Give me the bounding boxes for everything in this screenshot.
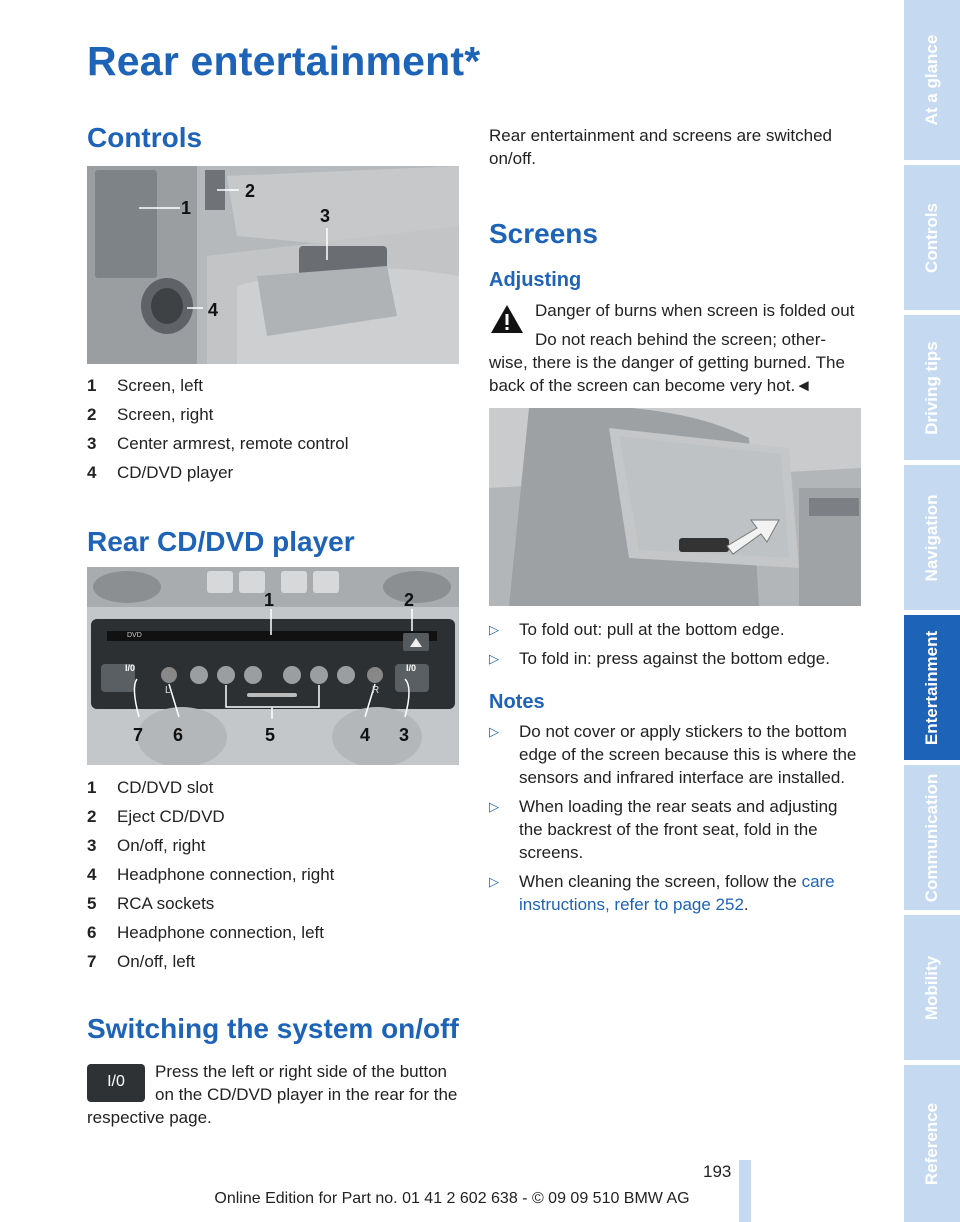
list-item xyxy=(87,831,457,860)
item-text: Screen, right xyxy=(117,405,214,424)
tab-label: At a glance xyxy=(922,34,941,126)
item-text: To fold out: pull at the bottom edge. xyxy=(519,620,785,639)
jack-right-label: R xyxy=(372,685,380,696)
item-number: 6 xyxy=(87,923,97,942)
figure-label: 4 xyxy=(208,300,219,320)
list-item xyxy=(87,773,457,802)
tab-label: Communication xyxy=(922,773,941,902)
switching-line1: Press the left or right side of the button xyxy=(155,1062,447,1081)
fold-list xyxy=(489,618,861,670)
item-number: 3 xyxy=(87,434,97,453)
notes-list xyxy=(489,720,861,916)
tab-controls[interactable] xyxy=(904,165,960,310)
list-item xyxy=(489,795,861,864)
item-text: CD/DVD slot xyxy=(117,778,214,797)
figure-label: 2 xyxy=(404,590,415,610)
item-number: 7 xyxy=(87,952,97,971)
item-number: 3 xyxy=(87,836,97,855)
figure-label: 3 xyxy=(320,206,331,226)
tab-communication[interactable] xyxy=(904,765,960,910)
warning-line4: back of the screen can become very hot.◄ xyxy=(489,376,812,395)
bullet-triangle-icon: ▷ xyxy=(489,874,499,889)
tab-label: Navigation xyxy=(922,494,941,581)
list-item xyxy=(87,429,457,458)
onoff-button-graphic xyxy=(87,1064,145,1102)
list-item xyxy=(87,947,457,976)
item-text-prefix: When cleaning the screen, follow the xyxy=(519,872,802,891)
list-item xyxy=(87,889,457,918)
io-left-label: I/0 xyxy=(125,663,136,673)
item-number: 5 xyxy=(87,894,97,913)
item-number: 1 xyxy=(87,376,97,395)
item-text: Center armrest, remote control xyxy=(117,434,349,453)
list-item xyxy=(87,860,457,889)
onoff-button-label: I/0 xyxy=(107,1073,125,1090)
rear-seat-photo xyxy=(87,166,459,364)
item-text: Headphone connection, left xyxy=(117,923,324,942)
bullet-triangle-icon: ▷ xyxy=(489,651,499,666)
item-number: 2 xyxy=(87,405,97,424)
screen-fold-photo xyxy=(489,408,861,606)
tab-driving-tips[interactable] xyxy=(904,315,960,460)
warning-icon xyxy=(489,302,525,336)
notes-heading: Notes xyxy=(489,691,545,713)
list-item xyxy=(489,618,861,641)
tab-at-a-glance[interactable] xyxy=(904,0,960,160)
tab-label: Entertainment xyxy=(922,630,941,745)
tab-label: Driving tips xyxy=(922,340,941,435)
bullet-triangle-icon: ▷ xyxy=(489,724,499,739)
switching-continued: Rear entertainment and screens are switched on/off. xyxy=(489,126,833,168)
list-item xyxy=(489,647,861,670)
item-number: 1 xyxy=(87,778,97,797)
item-text: CD/DVD player xyxy=(117,463,234,482)
warning-title: Danger of burns when screen is folded out xyxy=(535,301,855,320)
figure-label: 3 xyxy=(399,725,410,745)
list-item xyxy=(87,458,457,487)
list-item xyxy=(489,870,861,916)
tab-label: Mobility xyxy=(922,955,941,1020)
item-text: On/off, right xyxy=(117,836,206,855)
bullet-triangle-icon: ▷ xyxy=(489,622,499,637)
dvd-logo: DVD xyxy=(127,632,142,639)
item-number: 2 xyxy=(87,807,97,826)
item-text: Eject CD/DVD xyxy=(117,807,225,826)
care-instructions-link[interactable]: care instructions, refer to page 252 xyxy=(519,872,835,914)
screens-heading: Screens xyxy=(489,218,598,249)
figure-label: 4 xyxy=(360,725,371,745)
item-text: On/off, left xyxy=(117,952,196,971)
item-number: 4 xyxy=(87,865,97,884)
tab-label: Controls xyxy=(922,202,941,273)
player-list xyxy=(87,773,457,976)
dvd-player-photo xyxy=(87,567,459,765)
item-text: To fold in: press against the bottom edge. xyxy=(519,649,830,668)
chapter-sidebar xyxy=(904,0,960,1222)
list-item xyxy=(87,400,457,429)
list-item xyxy=(489,720,861,789)
switching-heading: Switching the system on/off xyxy=(87,1013,459,1044)
figure-label: 6 xyxy=(173,725,184,745)
page-number: 193 xyxy=(703,1162,732,1181)
controls-list xyxy=(87,371,457,487)
tab-label: Reference xyxy=(922,1102,941,1185)
item-text: Screen, left xyxy=(117,376,203,395)
tab-navigation[interactable] xyxy=(904,465,960,610)
controls-heading: Controls xyxy=(87,122,203,153)
tab-mobility[interactable] xyxy=(904,915,960,1060)
switching-line3: respective page. xyxy=(87,1108,212,1127)
list-item xyxy=(87,371,457,400)
io-right-label: I/0 xyxy=(406,663,417,673)
item-text: When loading the rear seats and adjusting the backrest of the front seat, fold in the screens. xyxy=(519,797,838,862)
item-text xyxy=(519,870,861,916)
figure-label: 1 xyxy=(181,198,192,218)
item-text: Headphone connection, right xyxy=(117,865,335,884)
page-title: Rear entertainment* xyxy=(87,38,481,84)
figure-label: 5 xyxy=(265,725,276,745)
warning-line3: wise, there is the danger of getting burned. The xyxy=(489,353,845,372)
footer-text: Online Edition for Part no. 01 41 2 602 638 - © 09 09 510 BMW AG xyxy=(214,1190,690,1207)
warning-line2: Do not reach behind the screen; other- xyxy=(535,330,827,349)
item-number: 4 xyxy=(87,463,97,482)
tab-entertainment[interactable] xyxy=(904,615,960,760)
switching-line2: on the CD/DVD player in the rear for the xyxy=(155,1085,458,1104)
tab-reference[interactable] xyxy=(904,1065,960,1222)
figure-label: 7 xyxy=(133,725,144,745)
bullet-triangle-icon: ▷ xyxy=(489,799,499,814)
item-text: Do not cover or apply stickers to the bottom edge of the screen because this is where the sensors and infrared interface are installed. xyxy=(519,722,857,787)
list-item xyxy=(87,918,457,947)
item-text-suffix: . xyxy=(743,895,749,914)
list-item xyxy=(87,802,457,831)
player-heading: Rear CD/DVD player xyxy=(87,526,355,557)
item-text: RCA sockets xyxy=(117,894,215,913)
adjusting-heading: Adjusting xyxy=(489,269,582,291)
figure-label: 2 xyxy=(245,181,256,201)
figure-label: 1 xyxy=(264,590,275,610)
jack-left-label: L xyxy=(165,685,171,696)
